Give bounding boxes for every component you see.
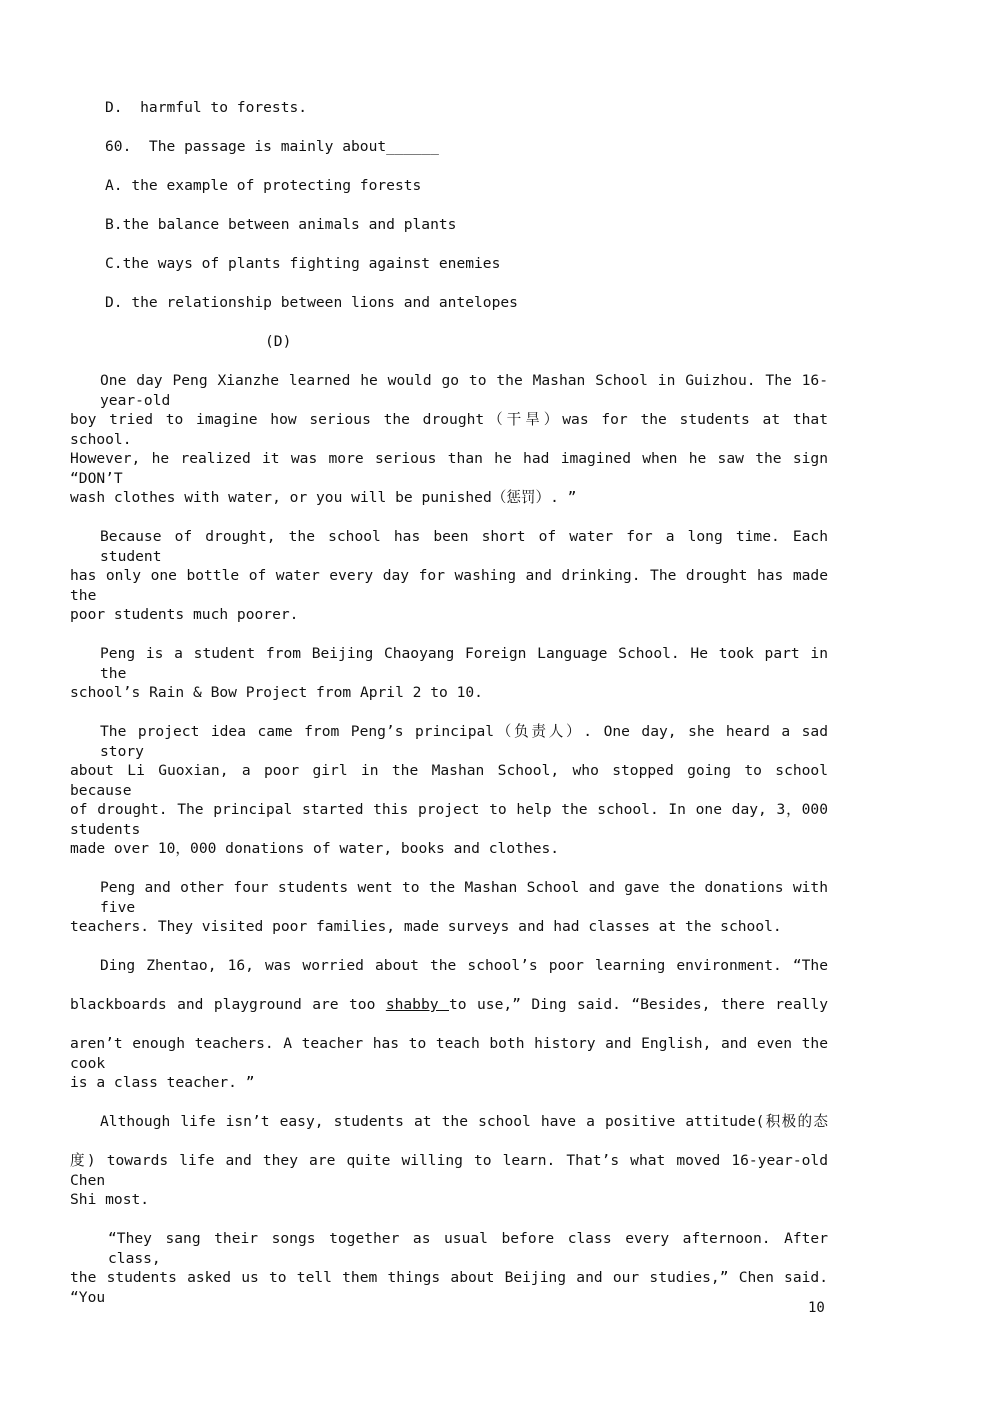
page-number: 10 bbox=[808, 1300, 825, 1316]
passage-line: has only one bottle of water every day for washing and drinking. The drought has made the bbox=[70, 567, 828, 604]
passage-line: aren’t enough teachers. A teacher has to teach both history and English, and even the cook bbox=[70, 1035, 828, 1072]
passage-line: However, he realized it was more serious than he had imagined when he saw the sign “DON’T bbox=[70, 450, 828, 487]
passage-line: 度) towards life and they are quite willing to learn. That’s what moved 16-year-old Chen bbox=[70, 1152, 828, 1189]
q60-option-b: B.the balance between animals and plants bbox=[105, 216, 457, 233]
q60-stem: 60. The passage is mainly about______ bbox=[105, 138, 439, 155]
passage-line: wash clothes with water, or you will be punished（惩罚）. ” bbox=[70, 489, 577, 506]
passage-line: One day Peng Xianzhe learned he would go to the Mashan School in Guizhou. The 16-year-old bbox=[100, 372, 828, 409]
passage-line: Peng is a student from Beijing Chaoyang Foreign Language School. He took part in the bbox=[100, 645, 828, 682]
q60-option-a: A. the example of protecting forests bbox=[105, 177, 422, 194]
passage-line: of drought. The principal started this project to help the school. In one day, 3，000 students bbox=[70, 801, 828, 838]
passage-line: school’s Rain & Bow Project from April 2 to 10. bbox=[70, 684, 483, 701]
passage-line: boy tried to imagine how serious the drought（干旱）was for the students at that school. bbox=[70, 411, 828, 448]
q60-option-c: C.the ways of plants fighting against enemies bbox=[105, 255, 501, 272]
passage-line: Although life isn’t easy, students at the school have a positive attitude(积极的态 bbox=[100, 1113, 828, 1130]
passage-text: to use,” Ding said. “Besides, there really bbox=[449, 996, 828, 1013]
passage-line: poor students much poorer. bbox=[70, 606, 299, 623]
q60-option-d: D. the relationship between lions and antelopes bbox=[105, 294, 518, 311]
passage-line: Shi most. bbox=[70, 1191, 150, 1208]
passage-line: about Li Guoxian, a poor girl in the Mashan School, who stopped going to school because bbox=[70, 762, 828, 799]
passage-line: the students asked us to tell them things about Beijing and our studies,” Chen said. “You bbox=[70, 1269, 828, 1306]
passage-line: teachers. They visited poor families, made surveys and had classes at the school. bbox=[70, 918, 782, 935]
passage-text: blackboards and playground are too bbox=[70, 996, 386, 1013]
passage-line: Because of drought, the school has been short of water for a long time. Each student bbox=[100, 528, 828, 565]
passage-line: Ding Zhentao, 16, was worried about the school’s poor learning environment. “The bbox=[100, 957, 828, 974]
section-label: (D) bbox=[265, 333, 292, 350]
q59-option-d: D. harmful to forests. bbox=[105, 99, 308, 116]
passage-line: made over 10，000 donations of water, books and clothes. bbox=[70, 840, 560, 857]
passage-line: “They sang their songs together as usual before class every afternoon. After class, bbox=[108, 1230, 828, 1267]
passage-line: is a class teacher. ” bbox=[70, 1074, 255, 1091]
passage-line-with-underline bbox=[70, 995, 828, 1015]
underlined-word: shabby bbox=[385, 996, 449, 1013]
passage-line: The project idea came from Peng’s principal（负责人）. One day, she heard a sad story bbox=[100, 723, 828, 760]
passage-line: Peng and other four students went to the Mashan School and gave the donations with five bbox=[100, 879, 828, 916]
